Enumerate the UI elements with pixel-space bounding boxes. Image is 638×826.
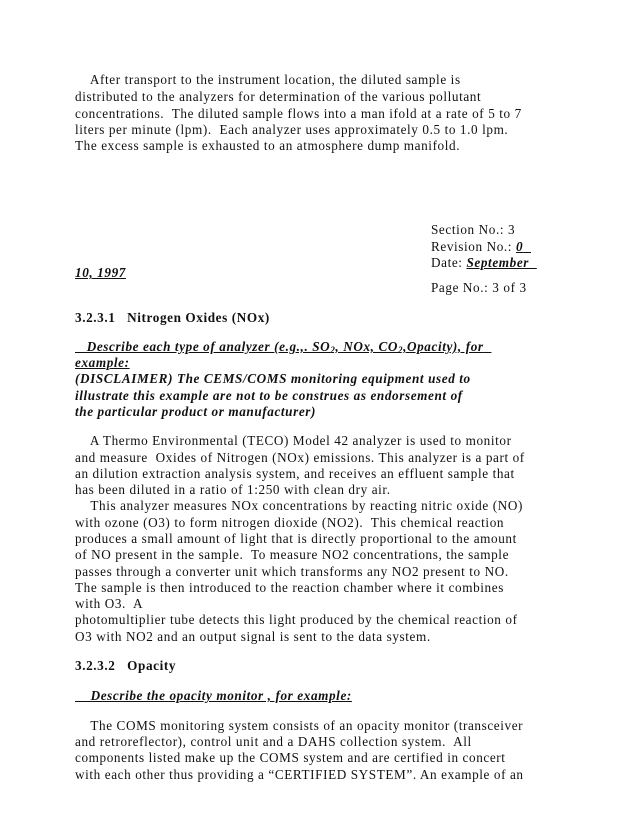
disclaimer-line: the particular product or manufacturer) [75,404,317,419]
instruction-line: Describe the opacity monitor , for example: [75,688,352,703]
disclaimer-line: illustrate this example are not to be construes as endorsement of [75,388,463,403]
body-line: The COMS monitoring system consists of an opacity monitor (transceiver [75,718,524,733]
body-line: an dilution extraction analysis system, and receives an effluent sample that [75,466,515,481]
body-line: photomultiplier tube detects this light produced by the chemical reaction of [75,612,518,627]
paragraph-line: liters per minute (lpm). Each analyzer uses approximately 0.5 to 1.0 lpm. [75,122,509,137]
revision-number: Revision No.: 0 [431,239,524,254]
body-line: and measure Oxides of Nitrogen (NOx) emissions. This analyzer is a part of [75,450,525,465]
body-line: with O3. A [75,596,144,611]
body-line: passes through a converter unit which transforms any NO2 present to NO. [75,564,509,579]
body-line: and retroreflector), control unit and a DAHS collection system. All [75,734,472,749]
body-line: This analyzer measures NOx concentrations by reacting nitric oxide (NO) [75,498,523,513]
body-line: has been diluted in a ratio of 1:250 with clean dry air. [75,482,391,497]
paragraph-line: The excess sample is exhausted to an atmosphere dump manifold. [75,138,461,153]
date-continuation: 10, 1997 [75,265,126,280]
body-line: The sample is then introduced to the reaction chamber where it combines [75,580,504,595]
page-number: Page No.: 3 of 3 [431,280,527,295]
paragraph-line: After transport to the instrument location, the diluted sample is [75,72,461,87]
instruction-line: example: [75,355,130,370]
body-line: of NO present in the sample. To measure NO2 concentrations, the sample [75,547,510,562]
body-line: with each other thus providing a “CERTIFIED SYSTEM”. An example of an [75,767,524,782]
section-heading-nox: 3.2.3.1 Nitrogen Oxides (NOx) [75,310,270,325]
body-line: produces a small amount of light that is directly proportional to the amount [75,531,517,546]
section-number: Section No.: 3 [431,222,516,237]
instruction-line: Describe each type of analyzer (e.g.,. $SO_2$, NOx, $CO_2,Opacity$), for [75,339,484,355]
body-line: O3 with NO2 and an output signal is sent to the data system. [75,629,431,644]
paragraph-line: distributed to the analyzers for determination of the various pollutant [75,89,482,104]
paragraph-line: concentrations. The diluted sample flows into a man ifold at a rate of 5 to 7 [75,106,522,121]
body-line: components listed make up the COMS system and are certified in concert [75,750,506,765]
body-line: with ozone (O3) to form nitrogen dioxide (NO2). This chemical reaction [75,515,505,530]
date-line: Date: September [431,255,530,270]
disclaimer-line: (DISCLAIMER) The CEMS/COMS monitoring equipment used to [75,371,471,386]
section-heading-opacity: 3.2.3.2 Opacity [75,658,177,673]
body-line: A Thermo Environmental (TECO) Model 42 analyzer is used to monitor [75,433,512,448]
